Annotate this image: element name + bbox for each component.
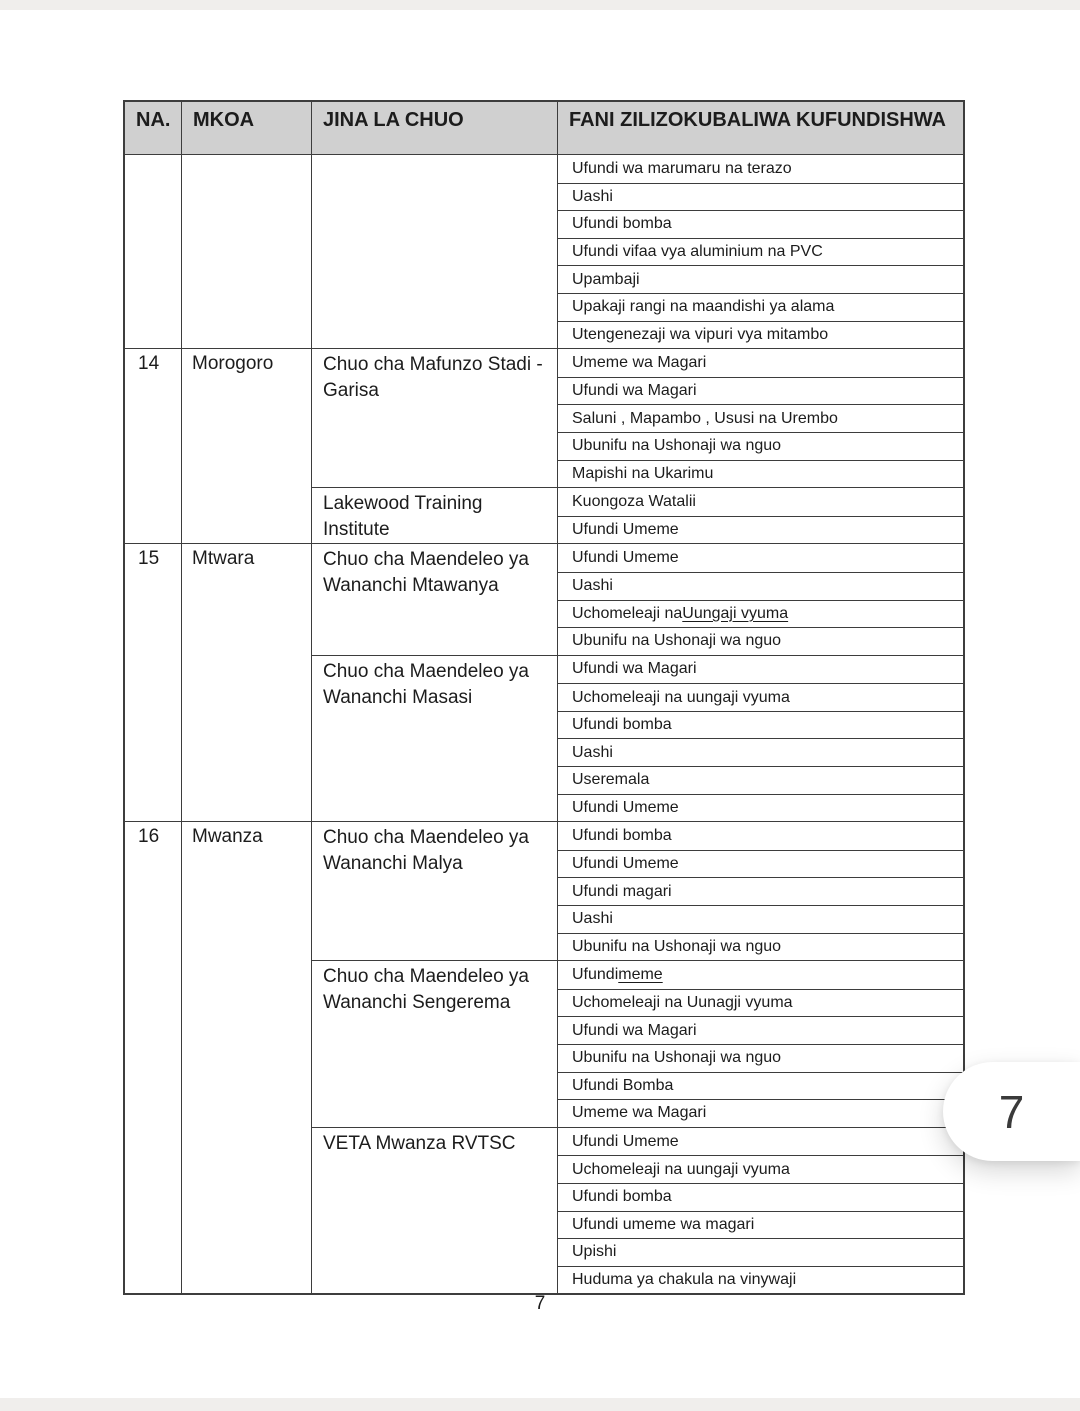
fani-text: Uashi [572, 743, 613, 761]
college-row [312, 349, 963, 487]
college-row [312, 1127, 963, 1294]
fani-cell [558, 1128, 963, 1156]
page-indicator-badge[interactable] [943, 1062, 1080, 1161]
fani-list [558, 656, 963, 822]
fani-text: Kuongoza Watalii [572, 492, 696, 510]
na-cell: 14 [125, 349, 182, 543]
fani-text: Ubunifu na Ushonaji wa nguo [572, 1049, 782, 1067]
bottom-strip [0, 1398, 1080, 1411]
college-row [312, 487, 963, 543]
college-name-cell: VETA Mwanza RVTSC [312, 1128, 558, 1294]
fani-cell [558, 238, 963, 266]
colleges-wrap [312, 544, 963, 821]
fani-cell [558, 794, 963, 822]
fani-text: Useremala [572, 771, 650, 789]
table-row-group [125, 543, 963, 821]
fani-cell [558, 183, 963, 211]
fani-cell [558, 265, 963, 293]
college-name-cell: Chuo cha Mafunzo Stadi - Garisa [312, 349, 558, 487]
fani-text: Ubunifu na Ushonaji wa nguo [572, 632, 782, 650]
fani-underlined-text: Uungaji vyuma [682, 604, 789, 622]
fani-list [558, 961, 963, 1127]
college-row [312, 960, 963, 1127]
college-name-cell: Chuo cha Maendeleo ya Wananchi Malya [312, 822, 558, 960]
fani-cell [558, 961, 963, 989]
fani-text: Ufundi wa Magari [572, 1021, 697, 1039]
fani-cell [558, 488, 963, 516]
fani-cell [558, 1016, 963, 1044]
na-cell: 15 [125, 544, 182, 821]
na-cell [125, 155, 182, 348]
college-name-cell [312, 155, 558, 348]
mkoa-cell: Morogoro [182, 349, 312, 543]
fani-text: Ufundi bomba [572, 716, 672, 734]
fani-text: Ufundi Umeme [572, 855, 679, 873]
fani-text: Umeme wa Magari [572, 1104, 707, 1122]
fani-cell [558, 738, 963, 766]
header-cell-na: NA. [125, 102, 182, 154]
college-name-cell: Chuo cha Maendeleo ya Wananchi Sengerema [312, 961, 558, 1127]
fani-cell [558, 905, 963, 933]
fani-cell [558, 293, 963, 321]
fani-cell [558, 321, 963, 349]
fani-cell [558, 1183, 963, 1211]
college-row [312, 655, 963, 822]
college-name-cell: Lakewood Training Institute [312, 488, 558, 543]
table-body [125, 155, 963, 1293]
fani-text: Mapishi na Ukarimu [572, 464, 714, 482]
fani-text: Uchomeleaji na [572, 604, 683, 622]
colleges-wrap [312, 822, 963, 1293]
fani-cell [558, 933, 963, 961]
fani-text: Ufundi Umeme [572, 549, 679, 567]
page-number: 7 [534, 1293, 546, 1314]
fani-text: Uashi [572, 577, 613, 595]
fani-text: Umeme wa Magari [572, 353, 707, 371]
fani-cell [558, 989, 963, 1017]
fani-text: Ufundi wa Magari [572, 660, 697, 678]
fani-text: Ufundi bomba [572, 827, 672, 845]
fani-list [558, 544, 963, 654]
fani-text: Ufundi magari [572, 882, 672, 900]
college-row [312, 544, 963, 654]
table-header-row [125, 102, 963, 155]
fani-cell [558, 377, 963, 405]
fani-text: Upambaji [572, 270, 640, 288]
table-row-group [125, 348, 963, 543]
fani-text: Uchomeleaji na uungaji vyuma [572, 688, 790, 706]
fani-table [123, 100, 965, 1295]
college-row [312, 822, 963, 960]
fani-text: Ufundi vifaa vya aluminium na PVC [572, 243, 823, 261]
fani-cell [558, 1072, 963, 1100]
fani-underlined-text: meme [618, 966, 663, 984]
fani-cell [558, 349, 963, 377]
fani-cell [558, 1238, 963, 1266]
fani-text: Ufundi Umeme [572, 1132, 679, 1150]
fani-text: Ufundi [572, 966, 619, 984]
fani-text: Ufundi wa marumaru na terazo [572, 159, 792, 177]
fani-cell [558, 627, 963, 655]
fani-text: Uashi [572, 910, 613, 928]
fani-text: Ufundi wa Magari [572, 382, 697, 400]
fani-text: Uchomeleaji na uungaji vyuma [572, 1160, 790, 1178]
fani-cell [558, 822, 963, 850]
fani-text: Saluni , Mapambo , Ususi na Urembo [572, 409, 838, 427]
header-cell-fani: FANI ZILIZOKUBALIWA KUFUNDISHWA [569, 109, 947, 131]
fani-cell [558, 572, 963, 600]
fani-list [558, 1128, 963, 1294]
colleges-wrap [312, 155, 963, 348]
fani-cell [558, 877, 963, 905]
fani-cell [558, 544, 963, 572]
mkoa-cell: Mwanza [182, 822, 312, 1293]
fani-text: Ufundi umeme wa magari [572, 1215, 755, 1233]
fani-text: Ufundi bomba [572, 215, 672, 233]
header-cell-jina: JINA LA CHUO [312, 102, 558, 154]
colleges-wrap [312, 349, 963, 543]
mkoa-cell: Mtwara [182, 544, 312, 821]
fani-cell [558, 1155, 963, 1183]
fani-text: Utengenezaji wa vipuri vya mitambo [572, 325, 829, 343]
fani-cell [558, 460, 963, 488]
fani-text: Uashi [572, 187, 613, 205]
fani-list [558, 349, 963, 487]
fani-cell [558, 600, 963, 628]
fani-text: Upishi [572, 1243, 617, 1261]
fani-text: Uchomeleaji na Uunagji vyuma [572, 994, 793, 1012]
fani-text: Ufundi Bomba [572, 1076, 674, 1094]
fani-list [558, 155, 963, 348]
college-row [312, 155, 963, 348]
fani-text: Ufundi Umeme [572, 521, 679, 539]
fani-cell [558, 1211, 963, 1239]
fani-cell [558, 1266, 963, 1294]
top-strip [0, 0, 1080, 10]
college-name-cell: Chuo cha Maendeleo ya Wananchi Mtawanya [312, 544, 558, 654]
fani-cell [558, 1044, 963, 1072]
fani-text: Upakaji rangi na maandishi ya alama [572, 298, 835, 316]
fani-text: Ufundi Umeme [572, 798, 679, 816]
fani-cell [558, 516, 963, 544]
fani-cell [558, 656, 963, 684]
fani-cell [558, 766, 963, 794]
fani-cell [558, 683, 963, 711]
fani-cell [558, 210, 963, 238]
fani-text: Ubunifu na Ushonaji wa nguo [572, 937, 782, 955]
na-cell: 16 [125, 822, 182, 1293]
fani-cell [558, 404, 963, 432]
header-cell-mkoa: MKOA [182, 102, 312, 154]
mkoa-cell [182, 155, 312, 348]
fani-text: Huduma ya chakula na vinywaji [572, 1271, 797, 1289]
table-row-group [125, 821, 963, 1293]
fani-cell [558, 1099, 963, 1127]
fani-list [558, 488, 963, 543]
fani-cell [558, 432, 963, 460]
fani-cell [558, 155, 963, 183]
fani-text: Ubunifu na Ushonaji wa nguo [572, 437, 782, 455]
fani-list [558, 822, 963, 960]
fani-cell [558, 711, 963, 739]
fani-text: Ufundi bomba [572, 1188, 672, 1206]
table-row-group [125, 155, 963, 348]
fani-cell [558, 850, 963, 878]
page-indicator-label: 7 [998, 1085, 1025, 1138]
college-name-cell: Chuo cha Maendeleo ya Wananchi Masasi [312, 656, 558, 822]
